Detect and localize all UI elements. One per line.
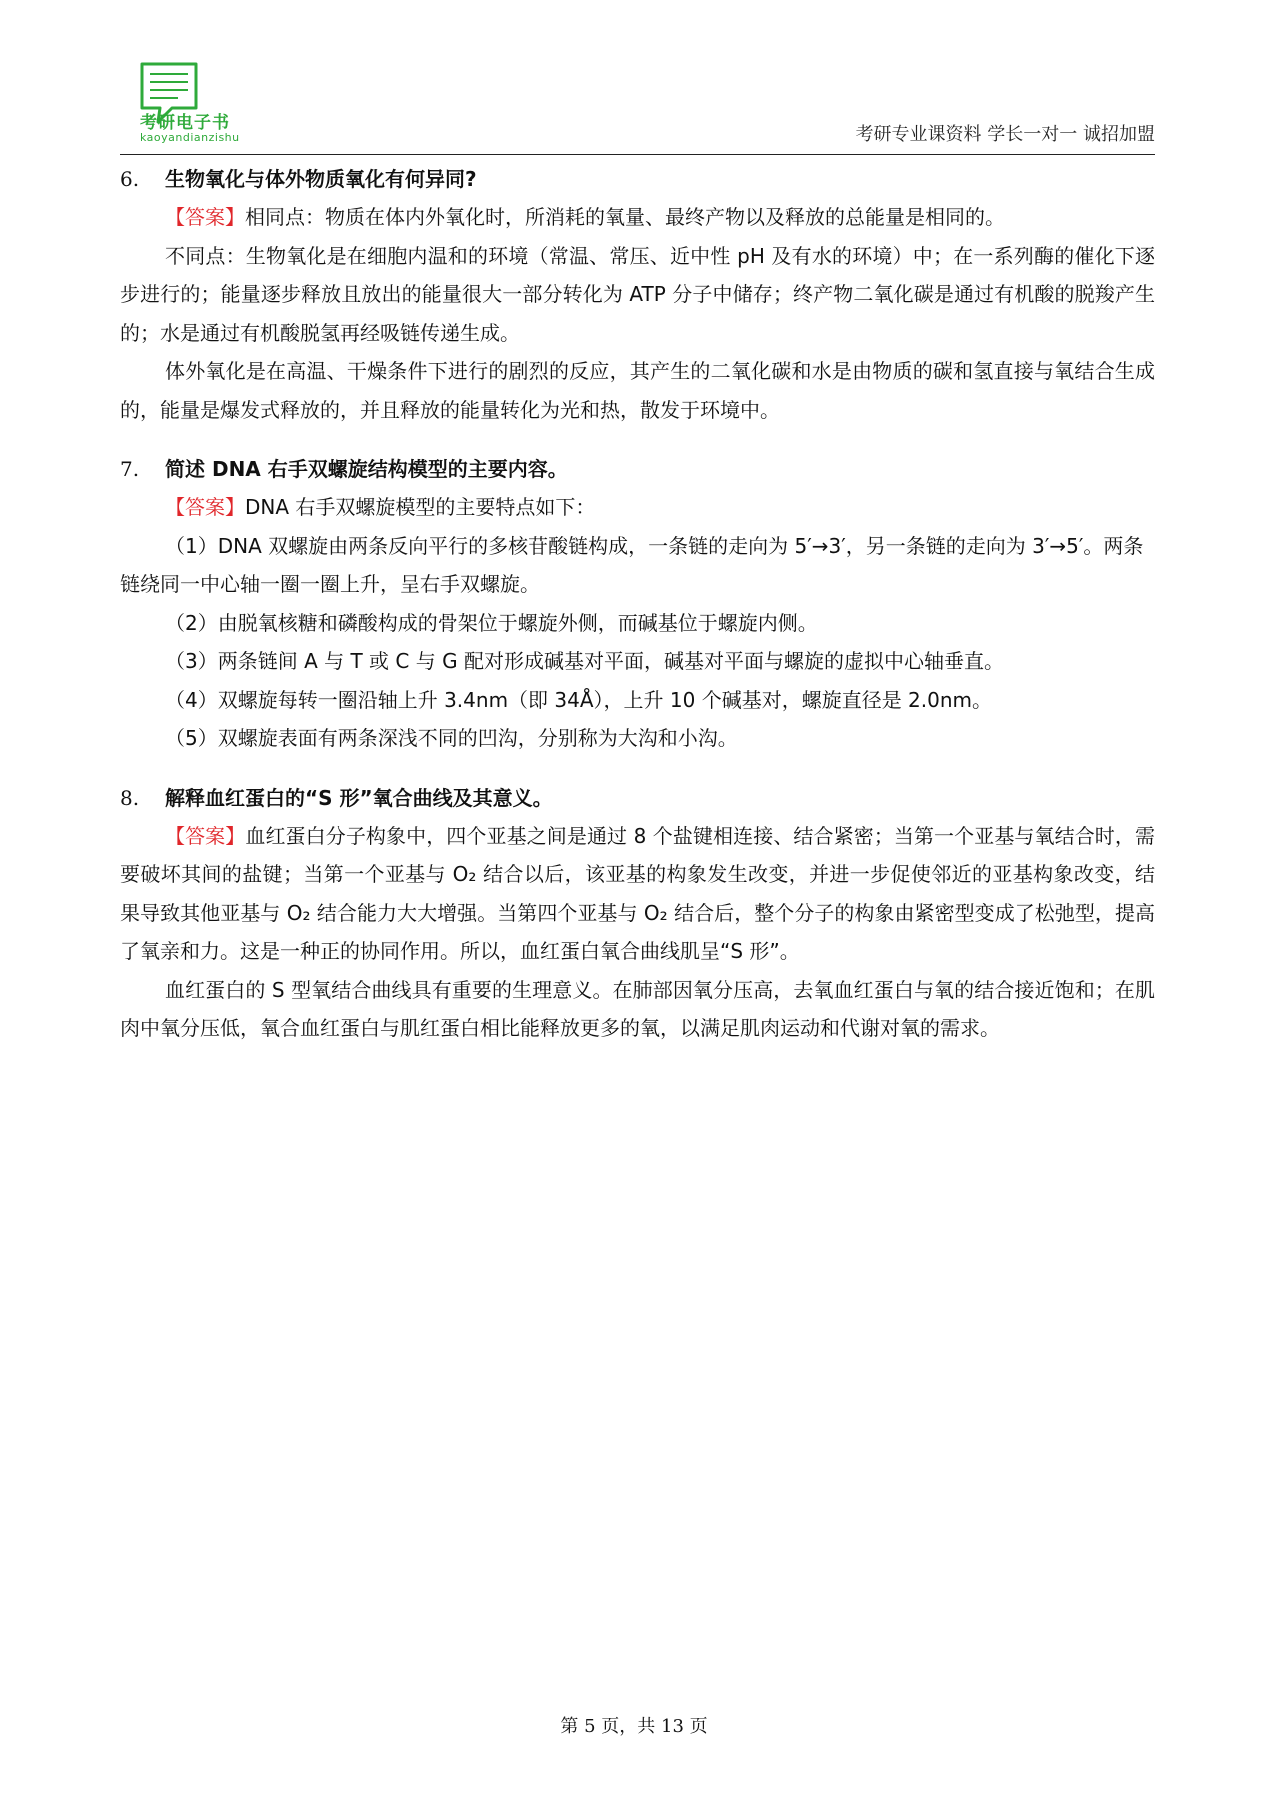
answer-text: 血红蛋白分子构象中，四个亚基之间是通过 8 个盐键相连接、结合紧密；当第一个亚基与氧结合时，需要破坏其间的盐键；当第一个亚基与 O₂ 结合以后，该亚基的构象发生改变，并进一步促使邻近的亚基构象改变，结果导致其他亚基与 O₂ 结合能力大大增强。当第四个亚基与 O₂ 结合后，整个分子的构象由紧密型变成了松弛型，提高了氧亲和力。这是一种正的协同作用。所以，血红蛋白氧合曲线肌呈“S 形”。	[120, 823, 1155, 963]
question-title	[120, 160, 1155, 198]
question-text: 简述 DNA 右手双螺旋结构模型的主要内容。	[165, 457, 568, 481]
question-text: 生物氧化与体外物质氧化有何异同?	[165, 167, 477, 191]
answer-label: 【答案】	[165, 823, 246, 848]
page-footer: 第 5 页，共 13 页	[560, 1716, 708, 1737]
logo-subtext: kaoyandianzishu	[140, 131, 240, 144]
question-title	[120, 779, 1155, 817]
answer-paragraph: 血红蛋白的 S 型氧结合曲线具有重要的生理意义。在肺部因氧分压高，去氧血红蛋白与氧的结合接近饱和；在肌肉中氧分压低，氧合血红蛋白与肌红蛋白相比能释放更多的氧，以满足肌肉运动和代谢对氧的需求。	[120, 977, 1155, 1040]
question-number: 6.	[120, 167, 140, 191]
list-item: （5）双螺旋表面有两条深浅不同的凹沟，分别称为大沟和小沟。	[165, 726, 738, 750]
question-text: 解释血红蛋白的“S 形”氧合曲线及其意义。	[165, 785, 553, 810]
list-item: （3）两条链间 A 与 T 或 C 与 G 配对形成碱基对平面，碱基对平面与螺旋的虚拟中心轴垂直。	[165, 649, 1004, 673]
answer-label: 【答案】	[165, 495, 245, 519]
list-item: （4）双螺旋每转一圈沿轴上升 3.4nm（即 34Å），上升 10 个碱基对，螺旋直径是 2.0nm。	[165, 687, 993, 712]
answer-paragraph: 不同点：生物氧化是在细胞内温和的环境（常温、常压、近中性 pH 及有水的环境）中；在一系列酶的催化下逐步进行的；能量逐步释放且放出的能量很大一部分转化为 ATP 分子中储存；终产物二氧化碳是通过有机酸的脱羧产生的；水是通过有机酸脱氢再经吸链传递生成。	[120, 243, 1155, 345]
header-tagline: 考研专业课资料 学长一对一 诚招加盟	[855, 124, 1155, 145]
answer-paragraph	[120, 817, 1155, 971]
question-7	[120, 450, 1155, 758]
question-number: 7.	[120, 457, 140, 481]
answer-text: DNA 右手双螺旋模型的主要特点如下：	[245, 495, 596, 519]
answer-paragraph	[120, 488, 1155, 527]
list-item: （2）由脱氧核糖和磷酸构成的骨架位于螺旋外侧，而碱基位于螺旋内侧。	[165, 610, 818, 635]
list-item: （1）DNA 双螺旋由两条反向平行的多核苷酸链构成，一条链的走向为 5′→3′，另一条链的走向为 3′→5′。两条链绕同一中心轴一圈一圈上升，呈右手双螺旋。	[120, 533, 1144, 596]
page-header	[120, 56, 1155, 155]
answer-paragraph: 体外氧化是在高温、干燥条件下进行的剧烈的反应，其产生的二氧化碳和水是由物质的碳和氢直接与氧结合生成的，能量是爆发式释放的，并且释放的能量转化为光和热，散发于环境中。	[120, 359, 1155, 422]
logo-text: 考研电子书	[140, 113, 230, 133]
question-8	[120, 779, 1155, 1048]
page-content	[120, 160, 1155, 1048]
answer-text: 相同点：物质在体内外氧化时，所消耗的氧量、最终产物以及释放的总能量是相同的。	[245, 205, 1005, 229]
answer-paragraph	[120, 198, 1155, 237]
question-number: 8.	[120, 785, 140, 810]
answer-label: 【答案】	[165, 205, 245, 229]
question-6	[120, 160, 1155, 429]
question-title	[120, 450, 1155, 488]
